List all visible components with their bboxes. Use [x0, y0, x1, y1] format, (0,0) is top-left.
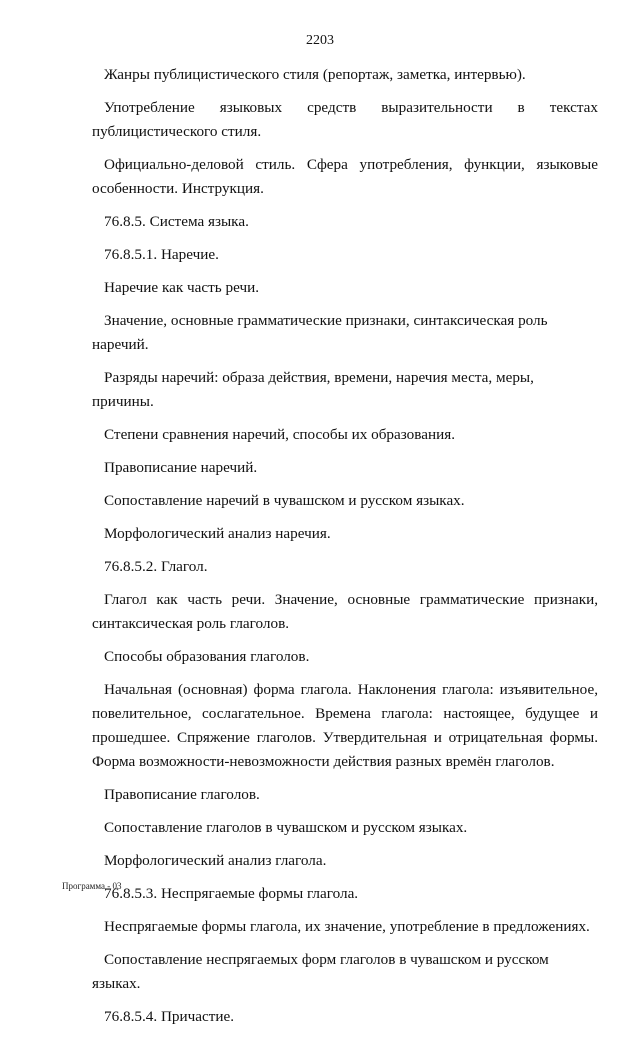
section-heading: 76.8.5. Система языка.: [104, 213, 249, 230]
document-body: [92, 63, 598, 1038]
section-heading: 76.8.5.4. Причастие.: [104, 1008, 235, 1025]
paragraph: Разряды наречий: образа действия, времени, наречия места, меры, причины.: [92, 369, 534, 410]
paragraph: Сопоставление неспрягаемых форм глаголов в чувашском и русском языках.: [92, 951, 549, 992]
section-heading: 76.8.5.3. Неспрягаемые формы глагола.: [104, 885, 359, 902]
paragraph: Морфологический анализ наречия.: [104, 525, 331, 542]
section-heading: 76.8.5.2. Глагол.: [104, 558, 208, 575]
paragraph: Официально-деловой стиль. Сфера употребления, функции, языковые особенности. Инструкция.: [92, 156, 598, 197]
paragraph: Начальная (основная) форма глагола. Наклонения глагола: изъявительное, повелительное, сослагательное. Времена глагола: настоящее, будущее и прошедшее. Спряжение глаголов. Утвердительная и отрицательная формы. Форма возможности-невозможности действия разных времён глаголов.: [92, 681, 598, 770]
footer-label: Программа - 03: [62, 881, 122, 891]
paragraph: Глагол как часть речи. Значение, основные грамматические признаки, синтаксическая роль глаголов.: [92, 591, 598, 632]
paragraph: Жанры публицистического стиля (репортаж, заметка, интервью).: [104, 66, 526, 83]
paragraph: Сопоставление наречий в чувашском и русском языках.: [104, 492, 465, 509]
paragraph: Правописание наречий.: [104, 459, 258, 476]
paragraph: Правописание глаголов.: [104, 786, 260, 803]
paragraph: Наречие как часть речи.: [104, 279, 260, 296]
paragraph: Степени сравнения наречий, способы их образования.: [104, 426, 456, 443]
paragraph: Морфологический анализ глагола.: [104, 852, 327, 869]
paragraph: Употребление языковых средств выразительности в текстах публицистического стиля.: [92, 99, 598, 140]
paragraph: Неспрягаемые формы глагола, их значение, употребление в предложениях.: [104, 918, 590, 935]
paragraph: Сопоставление глаголов в чувашском и русском языках.: [104, 819, 468, 836]
page-number: 2203: [306, 33, 334, 48]
paragraph: Значение, основные грамматические признаки, синтаксическая роль наречий.: [92, 312, 548, 353]
paragraph: Способы образования глаголов.: [104, 648, 310, 665]
section-heading: 76.8.5.1. Наречие.: [104, 246, 219, 263]
